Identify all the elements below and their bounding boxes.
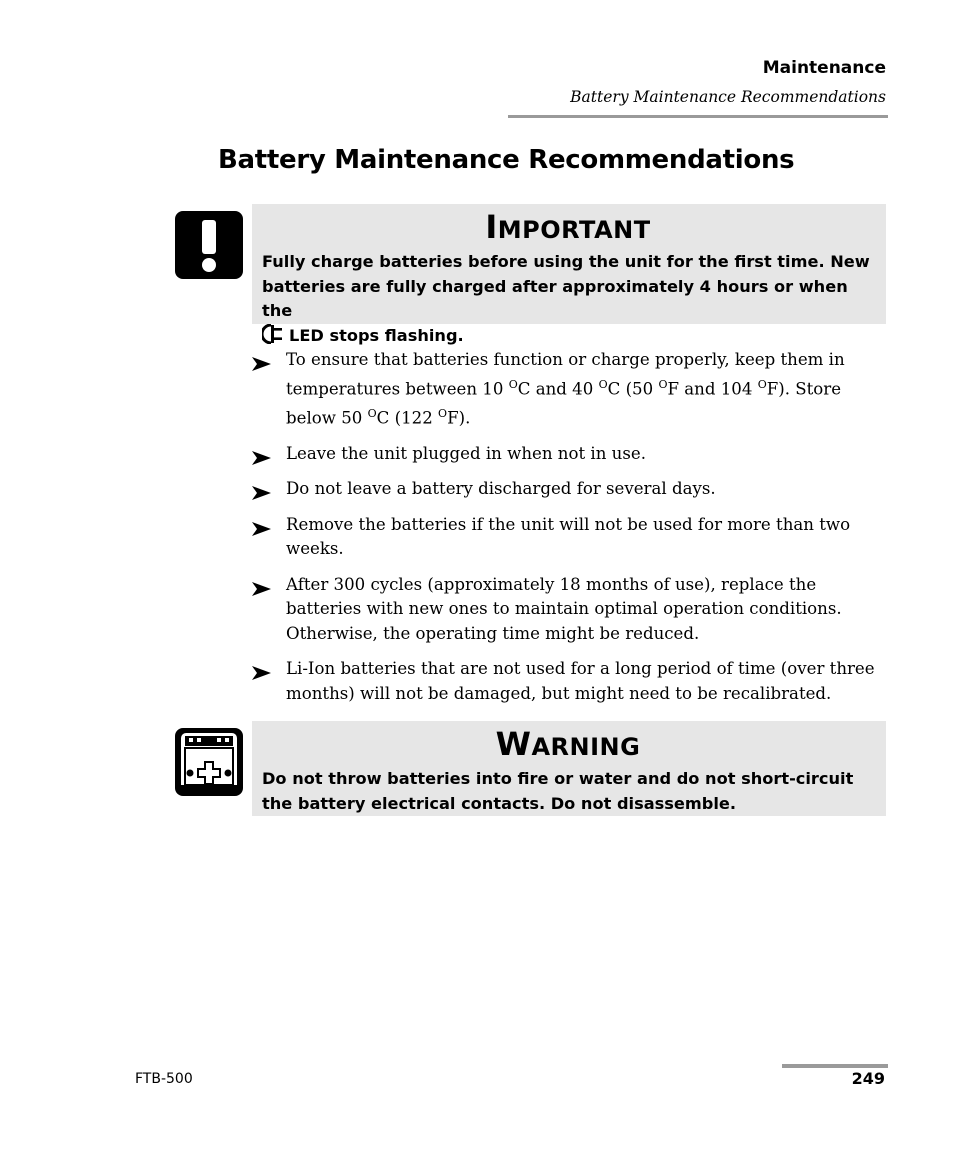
important-notice	[252, 204, 886, 345]
warning-text: Do not throw batteries into fire or water and do not short-circuit the battery electrical contacts. Do not disassemble.	[262, 769, 854, 813]
list-item: To ensure that batteries function or charge properly, keep them in temperatures between 10 $^O$C and 40 $^O$C (50 $^O$F and 104 $^O$F). Store below 50 $^O$C (122 $^O$F).	[250, 348, 890, 431]
arrow-bullet-icon	[252, 448, 271, 473]
warning-title: WARNING	[495, 725, 641, 763]
list-item: After 300 cycles (approximately 18 months of use), replace the batteries with new ones to maintain optimal operation conditions. Otherwise, the operating time might be reduced.	[250, 573, 890, 647]
list-item: Leave the unit plugged in when not in use.	[250, 442, 890, 467]
page-number: 249	[851, 1069, 885, 1088]
ambulance-icon	[175, 728, 243, 796]
warning-notice	[252, 721, 886, 816]
list-item: Do not leave a battery discharged for several days.	[250, 477, 890, 502]
list-item: Li-Ion batteries that are not used for a long period of time (over three months) will not be damaged, but might need to be recalibrated.	[250, 657, 890, 706]
led-icon	[262, 324, 284, 352]
important-text: Fully charge batteries before using the unit for the first time. New batteries are fully charged after approximately 4 hours or when the LED stops flashing.	[262, 250, 874, 351]
header-rule	[508, 115, 888, 118]
footer-rule	[782, 1064, 888, 1068]
exclamation-icon	[175, 211, 243, 279]
arrow-bullet-icon	[252, 579, 271, 604]
arrow-bullet-icon	[252, 483, 271, 508]
header-section: Battery Maintenance Recommendations	[570, 88, 886, 106]
arrow-bullet-icon	[252, 519, 271, 544]
important-title: IMPORTANT	[485, 208, 651, 246]
recommendations-list	[250, 348, 890, 717]
footer-doc-name: FTB-500	[135, 1071, 193, 1087]
arrow-bullet-icon	[252, 354, 271, 379]
page-title: Battery Maintenance Recommendations	[218, 145, 795, 175]
arrow-bullet-icon	[252, 663, 271, 688]
header-chapter: Maintenance	[762, 58, 886, 78]
list-item: Remove the batteries if the unit will not be used for more than two weeks.	[250, 513, 890, 562]
